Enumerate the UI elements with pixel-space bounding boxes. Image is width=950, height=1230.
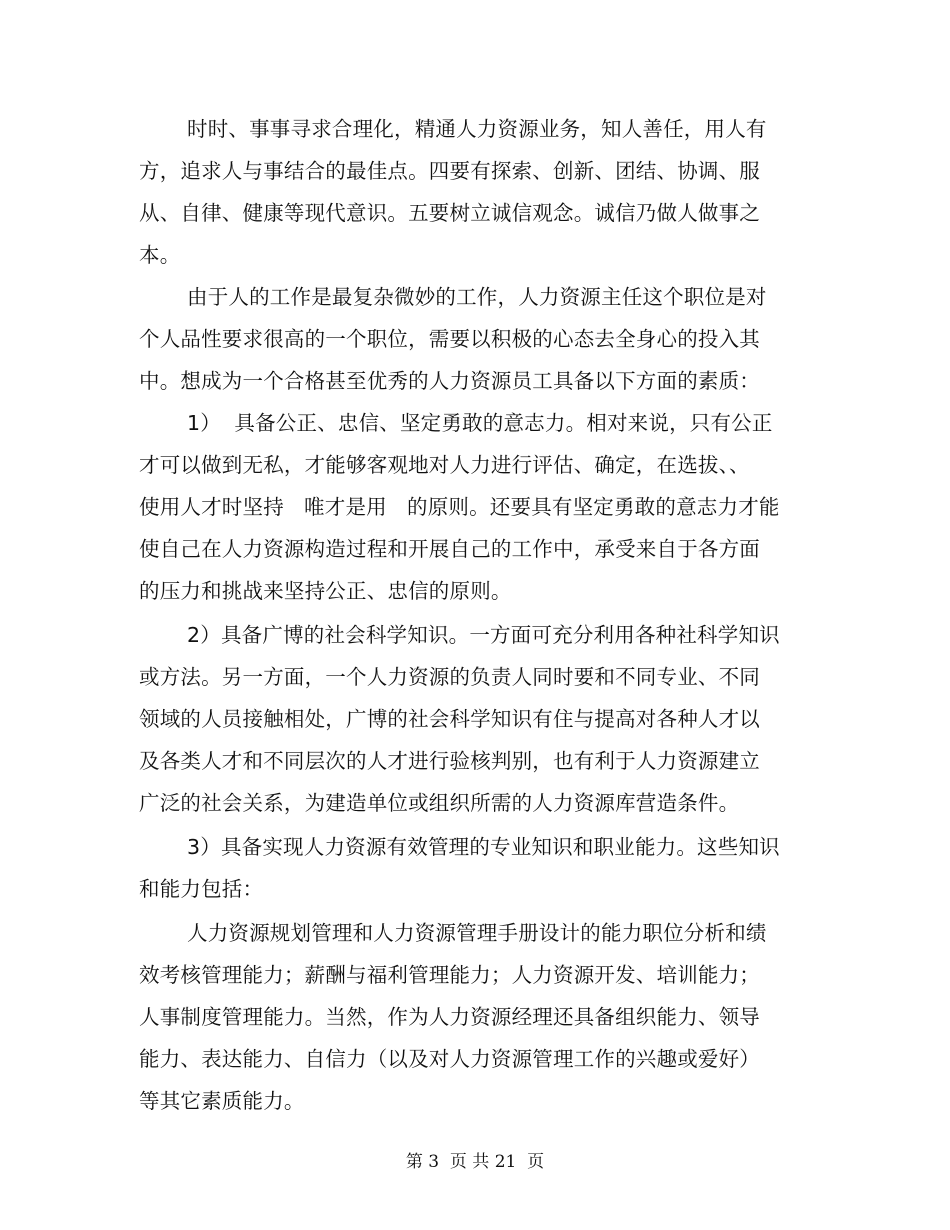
item-1-line-1: 1） 具备公正、忠信、坚定勇敢的意志力。相对来说，只有公正 (187, 411, 773, 435)
item-1-line-4: 使自己在人力资源构造过程和开展自己的工作中，承受来自于各方面 (139, 537, 760, 561)
paragraph-2-line-2: 个人品性要求很高的一个职位，需要以积极的心态去全身心的投入其 (139, 327, 760, 351)
item-2-line-3: 领域的人员接触相处，广博的社会科学知识有住与提高对各种人才以 (139, 707, 760, 731)
item-2-line-4: 及各类人才和不同层次的人才进行验核判别，也有利于人力资源建立 (139, 749, 760, 773)
item-3-line-2: 和能力包括： (139, 877, 264, 901)
paragraph-3-line-1: 人力资源规划管理和人力资源管理手册设计的能力职位分析和绩 (187, 921, 767, 945)
paragraph-3-line-5: 等其它素质能力。 (139, 1089, 305, 1113)
paragraph-3-line-2: 效考核管理能力；薪酬与福利管理能力；人力资源开发、培训能力； (139, 963, 760, 987)
item-2-line-1: 2）具备广博的社会科学知识。一方面可充分利用各种社科学知识 (187, 623, 780, 647)
paragraph-2-line-1: 由于人的工作是最复杂微妙的工作，人力资源主任这个职位是对 (187, 285, 767, 309)
item-2-line-2: 或方法。另一方面，一个人力资源的负责人同时要和不同专业、不同 (139, 665, 760, 689)
paragraph-1-line-1: 时时、事事寻求合理化，精通人力资源业务，知人善任，用人有 (187, 117, 767, 141)
item-2-line-5: 广泛的社会关系，为建造单位或组织所需的人力资源库营造条件。 (139, 791, 740, 815)
paragraph-3-line-3: 人事制度管理能力。当然，作为人力资源经理还具备组织能力、领导 (139, 1005, 760, 1029)
paragraph-1-line-4: 本。 (139, 243, 181, 267)
paragraph-2-line-3: 中。想成为一个合格甚至优秀的人力资源员工具备以下方面的素质： (139, 369, 760, 393)
item-3-line-1: 3）具备实现人力资源有效管理的专业知识和职业能力。这些知识 (187, 835, 780, 859)
page-number-footer: 第 3 页 共 21 页 (405, 1152, 545, 1172)
paragraph-3-line-4: 能力、表达能力、自信力（以及对人力资源管理工作的兴趣或爱好） (139, 1047, 760, 1071)
paragraph-1-line-2: 方，追求人与事结合的最佳点。四要有探索、创新、团结、协调、服 (139, 159, 760, 183)
paragraph-1-line-3: 从、自律、健康等现代意识。五要树立诚信观念。诚信乃做人做事之 (139, 201, 760, 225)
item-1-line-5: 的压力和挑战来坚持公正、忠信的原则。 (139, 579, 512, 603)
item-1-line-2: 才可以做到无私，才能够客观地对人力进行评估、确定，在选拔、、 (139, 453, 750, 477)
item-1-line-3: 使用人才时坚持 唯才是用 的原则。还要具有坚定勇敢的意志力才能 (139, 495, 780, 519)
